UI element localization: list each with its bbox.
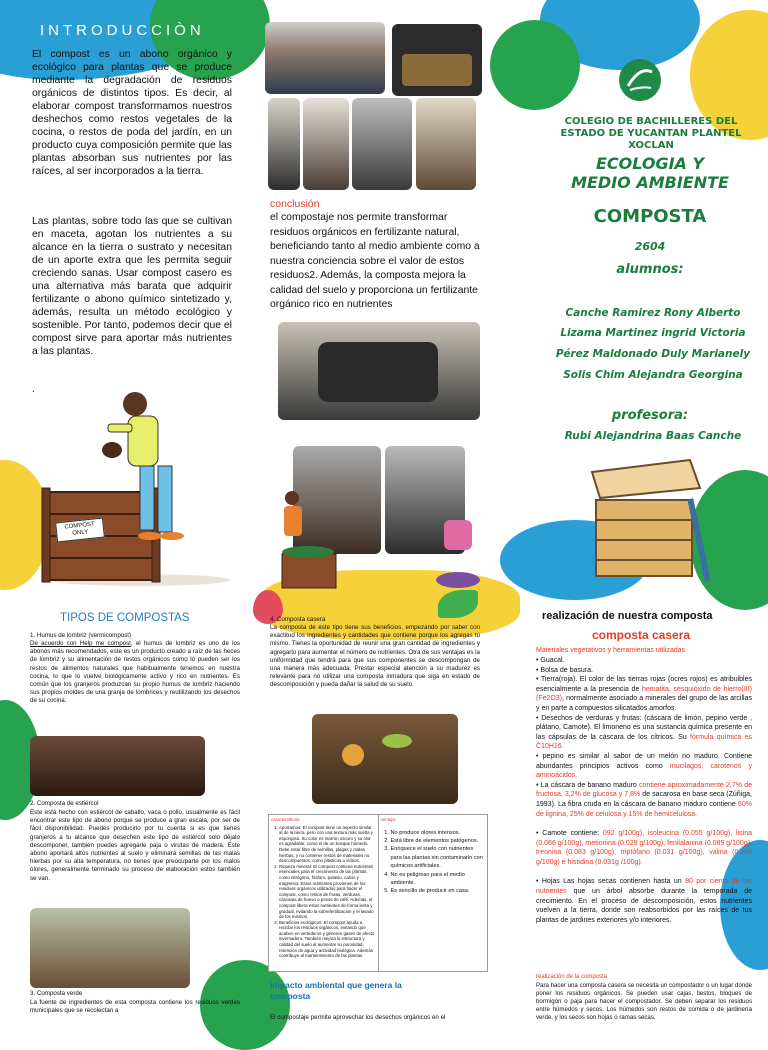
- photo-student-3: [352, 98, 412, 190]
- materials-title: Materiales vegetativos y herramientas utilizadas: [536, 647, 686, 654]
- material-banana: • La cáscara de banano maduro contiene aproximadamente 2,7% de fructosa, 3,2% de glucosa y 7,8% de sacarosa en base seca (Zúñiga, 1993). La fibra cruda en la cáscara de banano maduro contiene 60% de lignina, 25% de celulosa y 15% de hemicelulosa.: [536, 781, 752, 818]
- topic-title: COMPOSTA: [593, 206, 707, 227]
- photo-compost-bag: [278, 322, 480, 420]
- intro-paragraph-2: Las plantas, sobre todo las que se cultivan en maceta, agotan los nutrientes a su alcance en la tierra o sustrato y necesitan de un aporte extra que les permita seguir creciendo sanas. Usar compost casero es una alternativa más barata que adquirir fertilizante o abono químico sintetizado y, además, resulta un método ecológico y sostenible. Por tanto, podemos decir que el compost sirve para aportar más nutrientes a las plantas.: [32, 216, 232, 357]
- student-3: Pérez Maldonado Duly Marianely: [555, 348, 751, 360]
- school-logo: [618, 58, 662, 102]
- photo-student-1: [268, 98, 300, 190]
- material-sweet-potato: • Camote contiene: 092 g/100g), isoleucina (0.055 g/100g), lisina (0.066 g/100g), metionina (0.029 g/100g), fenilalanina (0.089 g/100g), treonina (0.083 g/100g), triptófano (0.031 g/100g), valina (0.086 g/100g) e histidina (0.031g /100g).: [536, 830, 752, 866]
- realization-text: Para hacer una composta casera se necesita un compostador o un lugar donde poner los residuos orgánicos. Se pueden usar cajas, tiestos, bloques de hormigón o paja para hacer el compostador. Se deben separar los residuos entre húmedos y secos. Los húmedos son restos de comida o de jardinería verde, y los secos son hojas o ramas secas.: [536, 982, 752, 1021]
- type-1-text: De acuerdo con Help me compost, el humus de lombriz es uno de los abonos más recomendados, este es un producto creado a raíz de las heces de lombriz y su alimentación de restos orgánicos como lo pueden ser los restos de alimentos naturales que habitualmente tenemos en nuestra cocina, lo que lo vuelve biológicamente activo y rico en nutrientes. Es común que los granjeros produzcan su propio humus de lombriz haciendo sus propios moldes de una granja de lombrices y reutilizando los desechos de su cocina.: [30, 640, 240, 705]
- intro-heading: INTRODUCCIÒN: [40, 22, 205, 39]
- type-1-title: 1. Humus de lombriz (vermicompost): [30, 632, 132, 639]
- student-1: Canche Ramirez Rony Alberto: [565, 307, 741, 319]
- impact-text: El compostaje permite aprovechar los desechos orgánicos en el: [270, 1014, 446, 1021]
- characteristics-table: [268, 814, 488, 972]
- students-label: alumnos:: [616, 262, 684, 277]
- people-composting-illustration: [272, 490, 482, 600]
- subject-title: ECOLOGIA Y MEDIO AMBIENTE: [571, 154, 729, 192]
- teacher-label: profesora:: [611, 408, 689, 423]
- photo-student-2: [303, 98, 349, 190]
- wooden-compost-bin-illustration: [586, 458, 726, 588]
- characteristic-item: 1. Aportamos: El compost tiene un aspecto similar al de la tierra, pero con una textura más suelta y esponjosa. Su color es marrón oscuro y su olor es agradable, como el de un bosque húmedo. Debe estar libre de semillas, plagas y malas hierbas, y no contener restos de materiales no descompuestos, como plásticos o vidrios.: [279, 825, 376, 864]
- conclusion-title: conclusión: [270, 198, 320, 210]
- intro-paragraph-1: El compost es un abono orgánico y ecológico para plantas que se produce mediante la degradación de residuos orgánicos de distintos tipos. Es decir, al elaborar compost transformamos nuestros deshechos como restos vegetales de la cocina, o restos de poda del jardín, en un producto cuya composición permite que las plantas absorban sus nutrientes por las raíces, al ser incorporados a la tierra.: [32, 49, 232, 177]
- realization-title: realización de nuestra composta: [542, 610, 713, 622]
- photo-compost-crate: [392, 24, 482, 96]
- advantage-item: 5. Es sencillo de producir en casa.: [391, 887, 486, 895]
- bg-blob-green-mid: [490, 20, 580, 110]
- type-2-text: Este está hecho con estiércol de caballo, vaca o pollo, usualmente es fácil encontrar este tipo de abono porque se produce a gran escala, por ser de fácil disponibilidad. Puedes producirlo por tu cuenta si es que tienes granjeros a tu alcance que desechen este tipo de estiércol solo déjalo descomponer, también puedes agregarle paja o virutas de madera. Este abono aportará altos nutrientes al suelo y eliminará semillas de las malas hierbas por su alta temperatura, no tienes que preocuparte por los malos olores, generalmente terminado su proceso de elaboración estos también se van.: [30, 809, 240, 882]
- material-soil: • Tierra(roja). El color de las tierras rojas (ocres rojos) es atribuibles esencialmente a la presencia de hematita, sesquióxido de hierro(III) (Fe2O3), normalmente asociado a minerales del grupo de las arcillas y en parte a compuestos silicatados amorfos.: [536, 676, 752, 712]
- photo-home-compost: [312, 714, 458, 804]
- school-name: COLEGIO DE BACHILLERES DEL ESTADO DE YUCANTAN PLANTEL XOCLAN: [560, 116, 742, 151]
- photo-group-students: [265, 22, 385, 94]
- material-scraps: • Desechos de verduras y frutas: (cáscara de limón, pepino verde , plátano, Camote). El limoneno es una sustancia química presente en las cápsulas de la cáscara de los cítricos. Su fórmula química es C10H16.: [536, 714, 753, 751]
- types-title: TIPOS DE COMPOSTAS: [60, 612, 190, 624]
- compost-bin-illustration: [40, 380, 240, 590]
- advantage-item: 1. No produce olores intensos.: [391, 829, 486, 837]
- type-4-title: 4. Composta casera: [270, 616, 326, 623]
- advantage-item: 2. Está libre de elementos patógenos.: [391, 837, 486, 845]
- realization-subtitle: composta casera: [592, 628, 691, 642]
- photo-student-4: [416, 98, 476, 190]
- teacher-name: Rubi Alejandrina Baas Canche: [564, 430, 742, 442]
- realization-subheading: realización de la composta: [536, 974, 608, 980]
- characteristic-item: 3. Beneficios ecológicos: El compost ayuda a reciclar los residuos orgánicos, evitando que acaben en vertederos y generen gases de efecto invernadero. También mejora la estructura y calidad del suelo al aumentar su porosidad, retención de agua y actividad biológica. Además contribuye al mantenimiento de las plantas.: [279, 920, 376, 959]
- type-2-title: 2. Composta de estiércol: [30, 800, 99, 807]
- photo-manure-compost: [30, 908, 190, 988]
- type-3-text: La fuente de ingredientes de esta composta contiene los residuos verdes municipales que se recolectan a: [30, 999, 240, 1015]
- advantage-item: 3. Enriquece el suelo con nutrientes para las plantas sin contaminarlo con químicos artificiales.: [391, 845, 486, 870]
- table-left-header: caracteristicas:: [271, 817, 301, 822]
- student-4: Solis Chim Alejandra Georgina: [563, 369, 743, 381]
- type-3-title: 3. Composta verde: [30, 990, 83, 997]
- impact-title: impacto ambiental que genera la composta: [270, 980, 402, 1001]
- characteristic-item: 2. Riqueza mineral: El compost contiene nutrientes esenciales para el crecimiento de las plantas, como nitrógeno, fósforo, potasio, calcio y magnesio. Estos nutrientes provienen de los residuos orgánicos utilizados para hacer el compost, como restos de frutas, verduras, cáscaras de huevo o posos de café. Además, el compost libera estos nutrientes de forma lenta y gradual, evitando la sobrefertilización y el lavado de los mismos.: [279, 864, 376, 920]
- materials-list: [536, 656, 752, 925]
- intro-dot: .: [32, 384, 35, 395]
- material-bag: • Bolsa de basura.: [536, 666, 593, 674]
- student-2: Lizama Martinez ingrid Victoria: [560, 327, 746, 339]
- photo-worm-humus: [30, 736, 205, 796]
- material-guacal: • Guacal.: [536, 657, 565, 664]
- material-leaves: • Hojas Las hojas secas contienen hasta un 80 por ciento de los nutrientes que un árbol absorbe durante la temporada de crecimiento. En el proceso de descomposición, estos nutrientes vuelven a la tierra, donde son reabsorbidos por las raíces de tus plantas de jardines exteriores y/o interiores.: [536, 878, 752, 924]
- group-number: 2604: [634, 240, 666, 253]
- advantage-item: 4. No es peligroso para el medio ambiente.: [391, 871, 486, 888]
- material-cucumber: • pepino es similar al sabor de un melón no maduro. Contiene abundantes principios activos como mucilagos, carotenos y aminoácidos.: [536, 752, 753, 780]
- table-right-header: ventaja:: [380, 817, 396, 822]
- bin-sign: COMPOST ONLY: [55, 518, 105, 543]
- type-4-text: La composta de este tipo tiene sus beneficios, empezando por saber con exactitud los ingredientes y cantidades que contiene porque los agregas tú mismo. Tienes la oportunidad de reunir una gran cantidad de ingredientes y agregarlo para aumentar el número de nutrientes. Otra de sus ventajas es la uniformidad que tendrá para que sus componentes se descompongan de una manera más adecuada. Prestar especial atención a su madurez es relevante para no utilizar una composta inmadura que siga en estado de descomposición y pueda dañar la salud de su suelo.: [270, 624, 480, 689]
- conclusion-text: el compostaje nos permite transformar residuos orgánicos en fertilizante natural, beneficiando tanto al medio ambiente como a nuestra conciencia sobre el valor de estos residuos2. Además, la composta mejora la calidad del suelo y proporciona un fertilizante orgánico rico en nutrientes: [270, 212, 480, 310]
- type-1-link[interactable]: De acuerdo con Help me compost: [30, 640, 131, 647]
